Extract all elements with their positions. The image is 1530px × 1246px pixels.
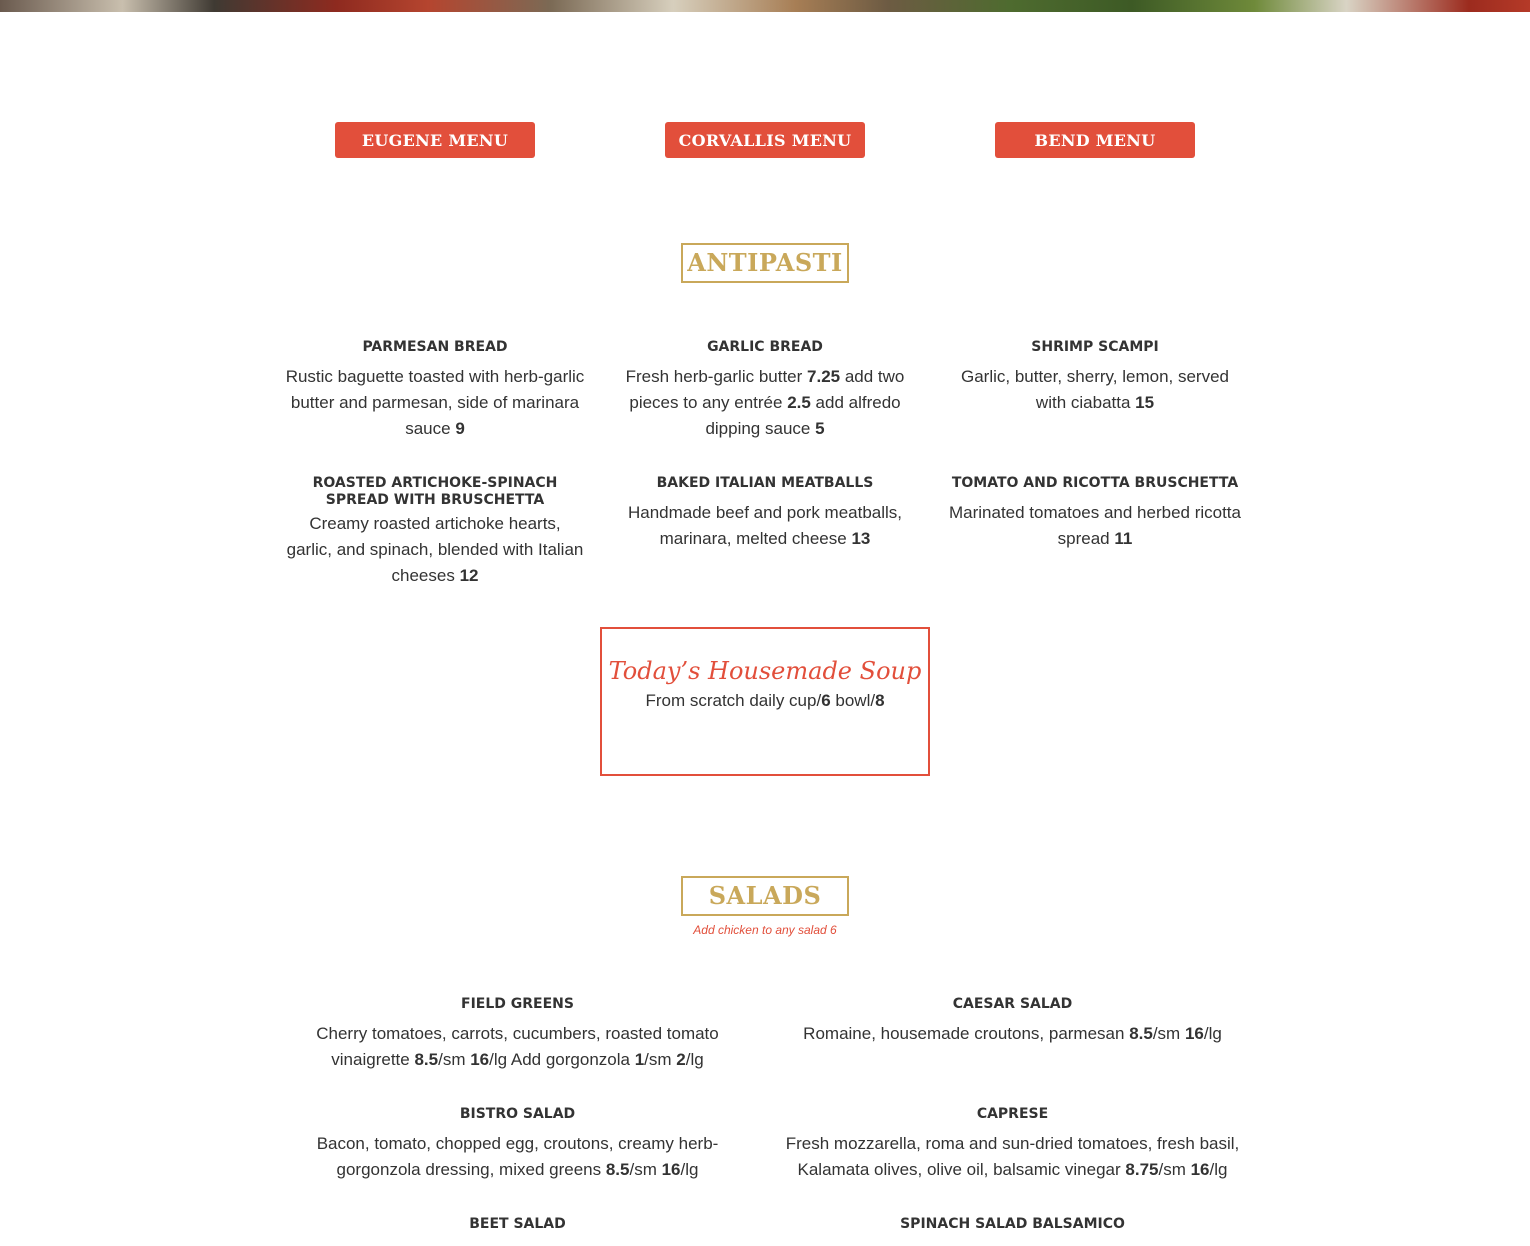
item-description: Creamy roasted artichoke hearts, garlic, and spinach, blended with Italian cheeses 12 [286, 514, 584, 585]
item-name: CAPRESE [976, 1106, 1049, 1122]
eugene-menu-button[interactable]: EUGENE MENU [335, 122, 535, 158]
menu-item [285, 339, 585, 442]
soup-description: From scratch daily cup/6 bowl/8 [645, 691, 885, 710]
menu-item [775, 1216, 1250, 1233]
item-description: Fresh herb-garlic butter 7.25 add two pieces to any entrée 2.5 add alfredo dipping sauce 5 [625, 367, 905, 438]
item-name: TOMATO AND RICOTTA BRUSCHETTA [951, 475, 1239, 491]
menu-item [280, 1106, 755, 1183]
item-price: 12 [459, 566, 479, 585]
menu-item [945, 475, 1245, 552]
item-description: Romaine, housemade croutons, parmesan 8.5/sm 16/lg [803, 1024, 1222, 1043]
salad-addon-note: Add chicken to any salad 6 [693, 923, 837, 937]
menu-item [620, 339, 910, 442]
item-name: FIELD GREENS [461, 996, 574, 1012]
menu-item [280, 1216, 755, 1233]
salads-heading: SALADS [681, 876, 849, 916]
menu-item [775, 1106, 1250, 1183]
item-name: BAKED ITALIAN MEATBALLS [656, 475, 874, 491]
soup-cup-price: 6 [821, 691, 831, 710]
item-name: SPINACH SALAD BALSAMICO [900, 1216, 1125, 1232]
item-description: Bacon, tomato, chopped egg, croutons, creamy herb-gorgonzola dressing, mixed greens 8.5/sm 16/lg [316, 1134, 719, 1179]
item-price: 13 [851, 529, 871, 548]
item-name: CAESAR SALAD [952, 996, 1073, 1012]
item-price: 5 [815, 419, 825, 438]
item-description: Fresh mozzarella, roma and sun-dried tomatoes, fresh basil, Kalamata olives, olive oil, balsamic vinegar 8.75/sm 16/lg [785, 1134, 1240, 1179]
antipasti-heading: ANTIPASTI [681, 243, 849, 283]
menu-item [280, 996, 755, 1073]
soup-special-box [600, 627, 930, 776]
item-name: BISTRO SALAD [459, 1106, 576, 1122]
item-price: 11 [1114, 529, 1133, 548]
item-description: Rustic baguette toasted with herb-garlic butter and parmesan, side of marinara sauce 9 [285, 367, 585, 438]
item-description: Marinated tomatoes and herbed ricotta spread 11 [948, 503, 1241, 548]
item-price: 7.25 [807, 367, 841, 386]
bend-menu-button[interactable]: BEND MENU [995, 122, 1195, 158]
item-description: Handmade beef and pork meatballs, marinara, melted cheese 13 [627, 503, 903, 548]
menu-item [285, 475, 585, 589]
item-name: PARMESAN BREAD [362, 339, 508, 355]
item-price: 15 [1135, 393, 1155, 412]
item-price: 9 [455, 419, 465, 438]
soup-title: Today’s Housemade Soup [608, 657, 922, 685]
menu-item [625, 475, 905, 552]
corvallis-menu-button[interactable]: CORVALLIS MENU [665, 122, 865, 158]
item-name: GARLIC BREAD [707, 339, 823, 355]
item-description: Garlic, butter, sherry, lemon, served with ciabatta 15 [960, 367, 1229, 412]
item-name: ROASTED ARTICHOKE-SPINACH SPREAD WITH BRUSCHETTA [312, 475, 558, 508]
item-description: Cherry tomatoes, carrots, cucumbers, roasted tomato vinaigrette 8.5/sm 16/lg Add gorgonzola 1/sm 2/lg [316, 1024, 719, 1069]
soup-bowl-price: 8 [875, 691, 885, 710]
item-name: SHRIMP SCAMPI [1031, 339, 1159, 355]
item-price: 2.5 [787, 393, 811, 412]
menu-item [945, 339, 1245, 416]
item-name: BEET SALAD [469, 1216, 566, 1232]
menu-item [775, 996, 1250, 1047]
hero-image-strip [0, 0, 1530, 12]
